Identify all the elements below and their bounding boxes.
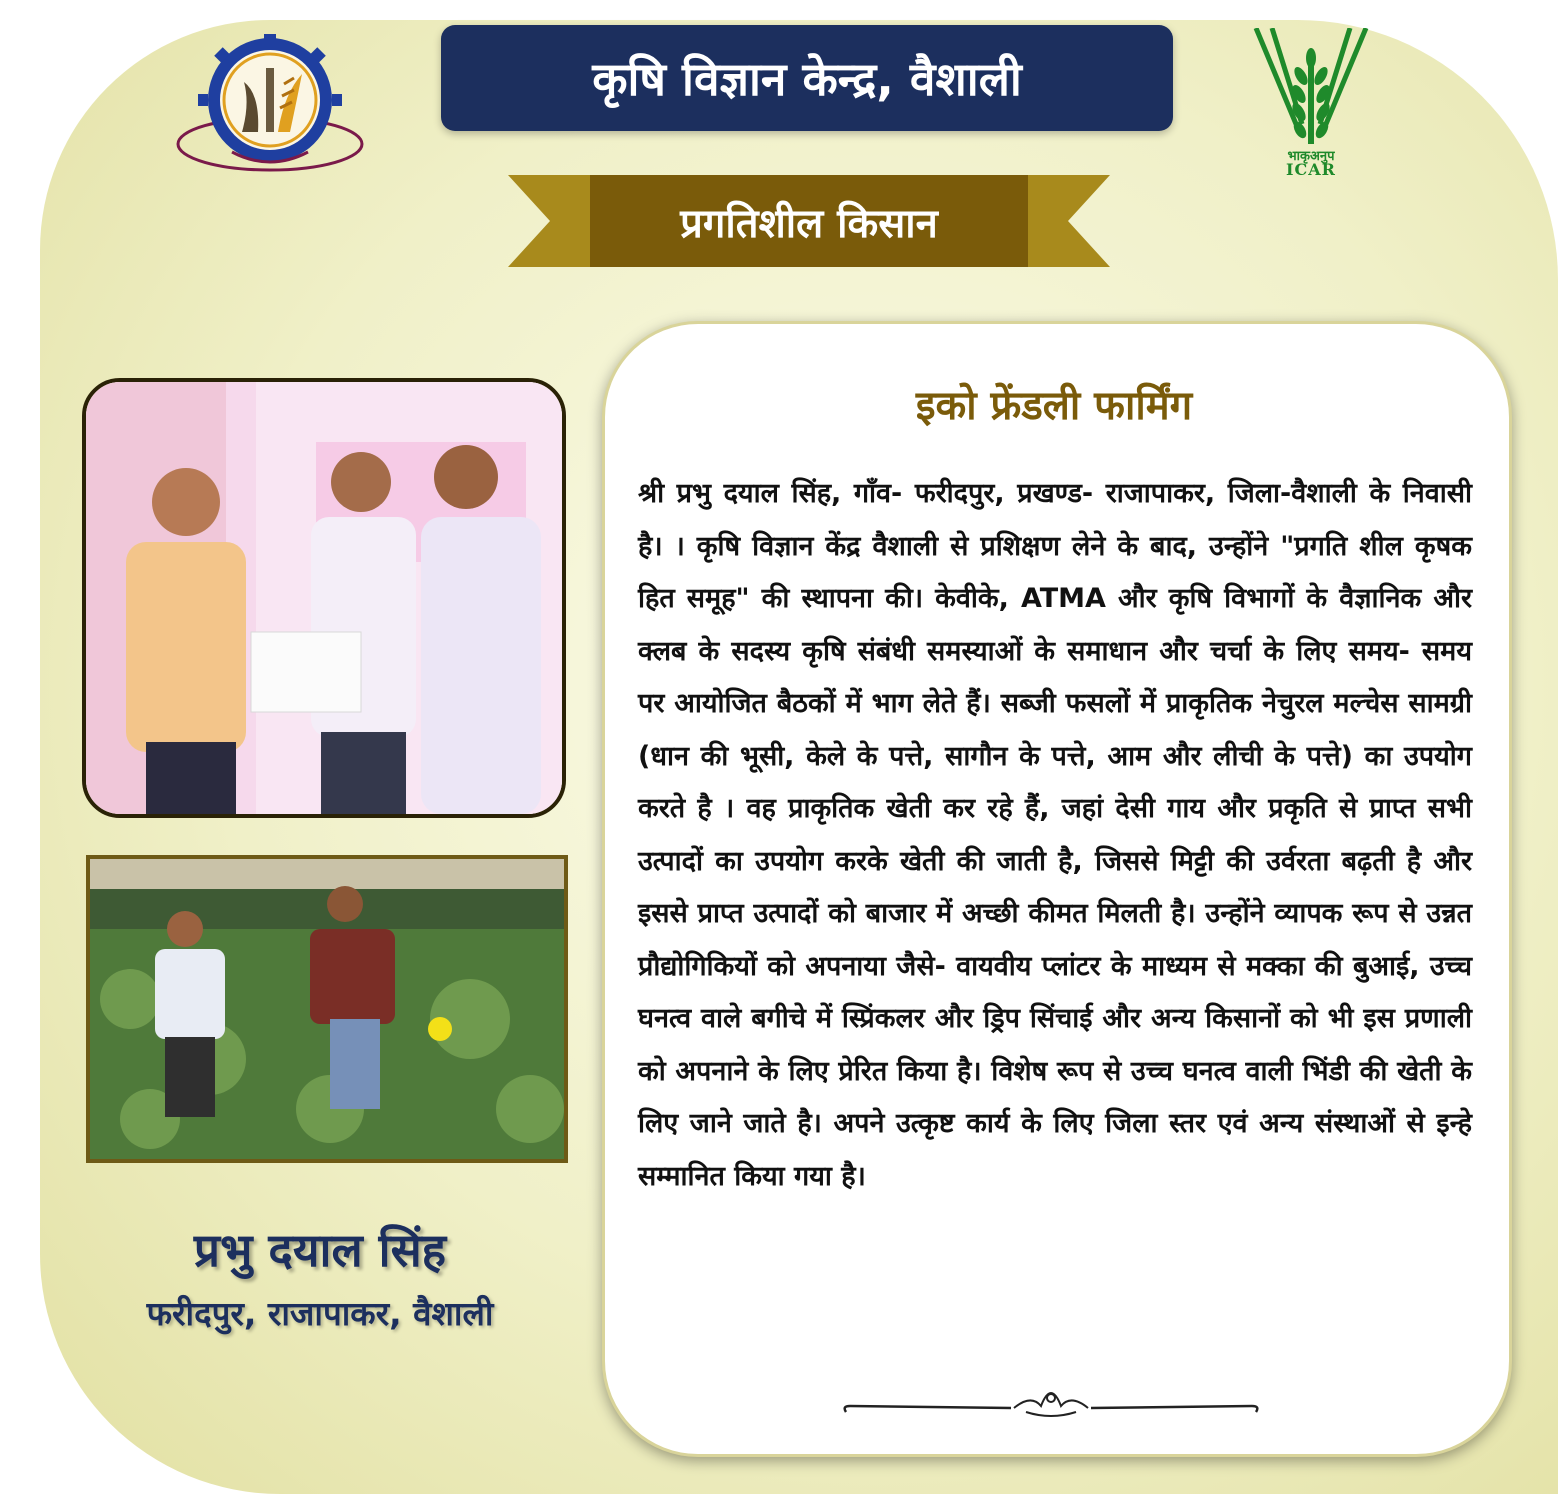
icar-label: ICAR [1286,160,1336,179]
ceremony-photo [82,378,566,818]
decorative-flourish-icon [836,1376,1266,1426]
farmer-location: फरीदपुर, राजापाकर, वैशाली [146,1294,494,1333]
icar-hindi-label: भाकृअनुप [1287,149,1335,164]
org-title: कृषि विज्ञान केन्द्र, वैशाली [441,25,1173,131]
article-body: श्री प्रभु दयाल सिंह, गाँव- फरीदपुर, प्रखण्ड- राजापाकर, जिला-वैशाली के निवासी है। । कृषि विज्ञान केंद्र वैशाली से प्रशिक्षण लेने के बाद, उन्होंने "प्रगति शील कृषक हित समूह" की स्थापना की। केवीके, ATMA और कृषि विभागों के वैज्ञानिक और क्लब के सदस्य कृषि संबंधी समस्याओं के समाधान और चर्चा के लिए समय- समय पर आयोजित बैठकों में भाग लेते हैं। सब्जी फसलों में प्राकृतिक नेचुरल मल्चेस सामग्री (धान की भूसी, केले के पत्ते, सागौन के पत्ते, आम और लीची के पत्ते) का उपयोग करते है । वह प्राकृतिक खेती कर रहे हैं, जहां देसी गाय और प्रकृति से प्राप्त सभी उत्पादों का उपयोग करके खेती की जाती है, जिससे मिट्टी की उर्वरता बढ़ती है और इससे प्राप्त उत्पादों को बाजार में अच्छी कीमत मिलती है। उन्होंने व्यापक रूप से उन्नत प्रौद्योगिकियों को अपनाया जैसे- वायवीय प्लांटर के माध्यम से मक्का की बुआई, उच्च घनत्व वाले बगीचे में स्प्रिंकलर और ड्रिप सिंचाई और अन्य किसानों को भी इस प्रणाली को अपनाने के लिए प्रेरित किया है। विशेष रूप से उच्च घनत्व वाली भिंडी की खेती के लिए जाने जाते है। अपने उत्कृष्ट कार्य के लिए जिला स्तर एवं अन्य संस्थाओं से इन्हे सम्मानित किया गया है। [638,478,1472,1192]
farmer-name: प्रभु दयाल सिंह [193,1223,447,1277]
university-seal-logo [172,34,368,174]
ribbon-banner: प्रगतिशील किसान [590,175,1028,267]
field-photo [86,855,568,1163]
article-title: इको फ्रेंडली फार्मिंग [915,383,1193,429]
